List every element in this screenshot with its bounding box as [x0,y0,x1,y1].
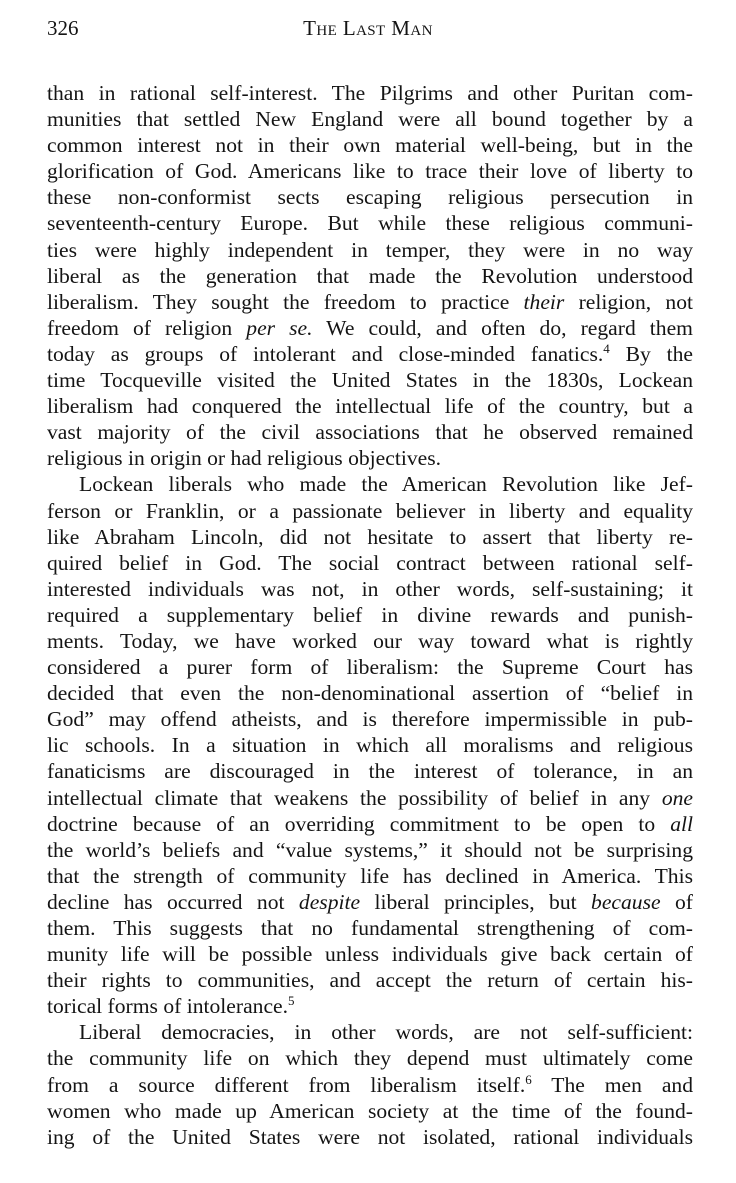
text-segment: vast majority of the civil associations that he observed remained [47,420,693,445]
text-segment: glorification of God. Americans like to trace their love of liberty to [47,159,693,184]
text-line [47,837,693,863]
text-line [47,80,693,106]
text-line [47,602,693,628]
italic-text: all [670,811,693,836]
body-text [47,80,693,1150]
text-line [47,289,693,315]
text-line [47,732,693,758]
text-line [47,158,693,184]
text-segment: religious in origin or had religious objectives. [47,446,442,471]
text-line [47,1098,693,1124]
text-line [47,184,693,210]
text-segment: decline has occurred not [47,889,299,914]
text-segment: required a supplementary belief in divine rewards and punish- [47,602,693,627]
text-line [47,132,693,158]
italic-text: their [523,289,565,314]
text-segment: By the [609,341,693,366]
text-segment: like Abraham Lincoln, did not hesitate to assert that liberty re- [47,524,693,549]
text-segment: of [660,889,693,914]
text-segment: considered a purer form of liberalism: the Supreme Court has [47,655,693,680]
text-segment: the community life on which they depend must ultimately come [47,1046,693,1071]
text-segment: lic schools. In a situation in which all moralisms and religious [47,733,693,758]
text-segment: common interest not in their own material well-being, but in the [47,133,693,158]
text-line [47,811,693,837]
text-line [47,889,693,915]
text-segment: liberalism. They sought the freedom to practice [47,289,524,314]
text-line [47,628,693,654]
text-segment: time Tocqueville visited the United States in the 1830s, Lockean [47,368,693,393]
footnote-marker: 5 [288,993,295,1009]
italic-text: one [661,785,693,810]
italic-text: despite [298,889,361,914]
text-segment: than in rational self-interest. The Pilgrims and other Puritan com- [47,81,693,105]
text-segment: ties were highly independent in temper, they were in no way [47,237,693,262]
text-line [47,654,693,680]
text-segment: decided that even the non-denominational assertion of “belief in [47,681,693,706]
text-line [47,1045,693,1071]
text-segment: We could, and often do, regard them [312,315,693,340]
text-segment: religion, not [564,289,693,314]
text-line [47,106,693,132]
text-line [47,993,693,1019]
text-segment: Lockean liberals who made the American Revolution like Jef- [79,472,693,497]
text-line [47,419,693,445]
text-line [47,550,693,576]
text-segment: these non-conformist sects escaping religious persecution in [47,185,693,210]
text-line [47,393,693,419]
text-segment: their rights to communities, and accept the return of certain his- [47,968,693,993]
text-segment: them. This suggests that no fundamental strengthening of com- [47,916,693,940]
text-segment: ing of the United States were not isolated, rational individuals [47,1124,693,1149]
text-segment: ferson or Franklin, or a passionate believer in liberty and equality [47,498,693,523]
text-segment: liberalism had conquered the intellectual life of the country, but a [47,394,693,419]
text-segment: The men and [531,1072,694,1097]
text-line [47,445,693,471]
text-line [47,237,693,263]
text-line [47,576,693,602]
text-line [47,367,693,393]
text-line [47,863,693,889]
text-segment: munities that settled New England were all bound together by a [47,107,693,132]
text-segment: women who made up American society at the time of the found- [47,1098,693,1123]
text-segment: quired belief in God. The social contract between rational self- [47,550,693,575]
text-segment: liberal principles, but [360,889,592,914]
text-segment: munity life will be possible unless individuals give back certain of [47,942,693,967]
text-segment: liberal as the generation that made the Revolution understood [47,263,693,288]
page-number: 326 [47,16,79,40]
italic-text: per se. [246,315,313,340]
text-segment: Liberal democracies, in other words, are not self-sufficient: [79,1020,693,1045]
text-segment: interested individuals was not, in other words, self-sustaining; it [47,576,693,601]
text-line [47,524,693,550]
running-head: The Last Man [303,16,433,40]
text-line [47,471,693,497]
text-segment: intellectual climate that weakens the possibility of belief in any [47,785,662,810]
text-line [47,785,693,811]
page-header [47,16,689,44]
text-line [47,967,693,993]
text-line [47,498,693,524]
text-line [47,758,693,784]
text-segment: torical forms of intolerance. [47,994,289,1019]
text-line [47,915,693,941]
text-line [47,315,693,341]
text-segment: today as groups of intolerant and close-minded fanatics. [47,341,604,366]
text-segment: the world’s beliefs and “value systems,” it should not be surprising [47,837,693,862]
text-line [47,941,693,967]
text-line [47,1072,693,1098]
text-segment: ments. Today, we have worked our way toward what is rightly [47,628,693,653]
text-segment: that the strength of community life has declined in America. This [47,863,693,888]
text-segment: doctrine because of an overriding commitment to be open to [47,811,671,836]
footnote-marker: 6 [525,1071,532,1087]
text-segment: God” may offend atheists, and is therefore impermissible in pub- [47,707,693,732]
text-line [47,680,693,706]
text-line [47,1019,693,1045]
text-line [47,341,693,367]
italic-text: because [591,889,661,914]
text-line [47,263,693,289]
text-segment: from a source different from liberalism itself. [47,1072,526,1097]
text-line [47,210,693,236]
text-segment: freedom of religion [47,315,247,340]
text-line [47,1124,693,1150]
text-segment: fanaticisms are discouraged in the interest of tolerance, in an [47,759,693,784]
footnote-marker: 4 [603,340,610,356]
text-line [47,706,693,732]
text-segment: seventeenth-century Europe. But while these religious communi- [47,211,693,236]
